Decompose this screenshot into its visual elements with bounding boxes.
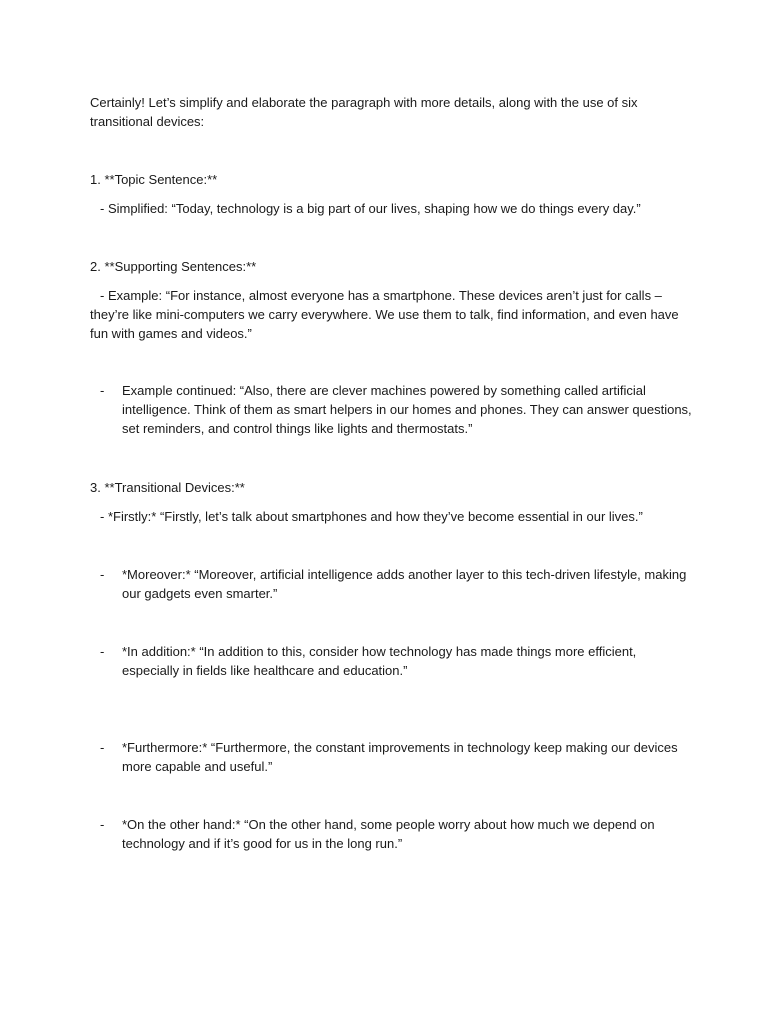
bullet-dash: - (100, 817, 105, 832)
bullet-dash: - (100, 740, 105, 755)
bullet-dash: - (100, 644, 105, 659)
intro-paragraph: Certainly! Let’s simplify and elaborate the paragraph with more details, along with the use of six transitional devices: (90, 95, 638, 129)
supporting-example: - Example: “For instance, almost everyone has a smartphone. These devices aren’t just for calls – they’re like mini-computers we carry everywhere. We use them to talk, find information, and even have fun with games and videos.” (90, 288, 679, 341)
transition-furthermore: *Furthermore:* “Furthermore, the constant improvements in technology keep making our devices more capable and useful.” (122, 740, 678, 774)
transition-moreover: *Moreover:* “Moreover, artificial intelligence adds another layer to this tech-driven lifestyle, making our gadgets even smarter.” (122, 567, 687, 601)
topic-simplified: - Simplified: “Today, technology is a big part of our lives, shaping how we do things every day.” (100, 201, 641, 216)
bullet-dash: - (100, 383, 105, 398)
section-1-heading: 1. **Topic Sentence:** (90, 172, 218, 187)
section-3-heading: 3. **Transitional Devices:** (90, 480, 245, 495)
transition-on-the-other-hand: *On the other hand:* “On the other hand, some people worry about how much we depend on technology and if it’s good for us in the long run.” (122, 817, 655, 851)
section-2-heading: 2. **Supporting Sentences:** (90, 259, 257, 274)
transition-in-addition: *In addition:* “In addition to this, consider how technology has made things more efficient, especially in fields like healthcare and education.” (122, 644, 637, 678)
supporting-example-continued: Example continued: “Also, there are clever machines powered by something called artificial intelligence. Think of them as smart helpers in our homes and phones. They can answer questions, set reminders, and control things like lights and thermostats.” (122, 383, 692, 436)
bullet-dash: - (100, 567, 105, 582)
transition-firstly: - *Firstly:* “Firstly, let’s talk about smartphones and how they’ve become essential in our lives.” (100, 509, 643, 524)
